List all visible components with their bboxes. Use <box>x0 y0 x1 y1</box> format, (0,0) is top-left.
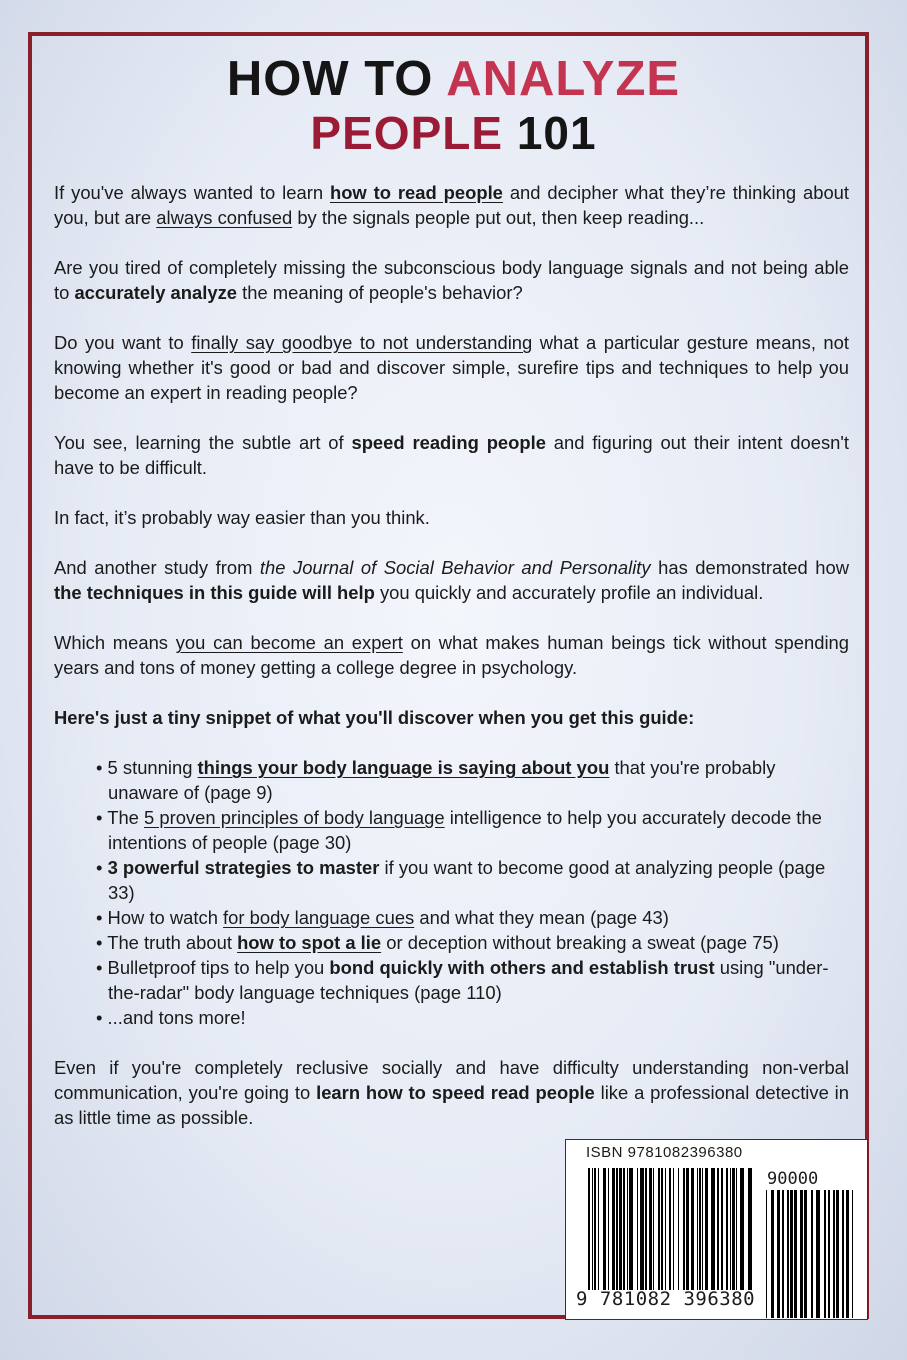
paragraph-subtle-art: You see, learning the subtle art of speed reading people and figuring out their intent doesn't have to be difficult. <box>54 432 849 478</box>
list-item: • The 5 proven principles of body language intelligence to help you accurately decode the intentions of people (page 30) <box>96 807 822 853</box>
discover-list <box>54 755 849 1030</box>
paragraph-closing: Even if you're completely reclusive socially and have difficulty understanding non-verbal communication, you're going to learn how to speed read people like a professional detective in as little time as possible. <box>54 1057 849 1128</box>
title-people: PEOPLE <box>310 107 504 159</box>
list-item: • The truth about how to spot a lie or deception without breaking a sweat (page 75) <box>96 932 779 953</box>
paragraph-snippet-heading: Here's just a tiny snippet of what you'll discover when you get this guide: <box>54 707 695 728</box>
isbn-label: ISBN 9781082396380 <box>586 1144 743 1161</box>
title-line-2 <box>0 106 907 160</box>
paragraph-expert: Which means you can become an expert on what makes human beings tick without spending years and tons of money getting a college degree in psychology. <box>54 632 849 678</box>
list-item: • ...and tons more! <box>96 1007 246 1028</box>
list-item: • How to watch for body language cues and what they mean (page 43) <box>96 907 669 928</box>
isbn-barcode <box>565 1139 868 1320</box>
barcode-digits: 9 781082 396380 <box>576 1288 756 1310</box>
price-code: 90000 <box>767 1169 819 1189</box>
paragraph-tired: Are you tired of completely missing the subconscious body language signals and not being able to accurately analyze the meaning of people's behavior? <box>54 257 849 303</box>
title-analyze: ANALYZE <box>446 52 681 106</box>
paragraph-easier: In fact, it’s probably way easier than you think. <box>54 507 430 528</box>
title-line-1 <box>0 52 907 106</box>
list-item: • Bulletproof tips to help you bond quickly with others and establish trust using "under-the-radar" body language techniques (page 110) <box>96 957 829 1003</box>
title-101: 101 <box>516 107 597 159</box>
paragraph-goodbye: Do you want to finally say goodbye to not understanding what a particular gesture means, not knowing whether it's good or bad and discover simple, surefire tips and techniques to help you become an expert in reading people? <box>54 332 849 403</box>
list-item: • 5 stunning things your body language is saying about you that you're probably unaware of (page 9) <box>96 757 776 803</box>
list-item: • 3 powerful strategies to master if you want to become good at analyzing people (page 33) <box>96 857 826 903</box>
paragraph-intro: If you've always wanted to learn how to read people and decipher what they’re thinking about you, but are always confused by the signals people put out, then keep reading... <box>54 182 850 228</box>
title-how-to: HOW TO <box>226 52 434 106</box>
barcode-main-bars <box>588 1168 758 1290</box>
back-cover-copy <box>54 180 849 1130</box>
paragraph-study: And another study from the Journal of Social Behavior and Personality has demonstrated how the techniques in this guide will help you quickly and accurately profile an individual. <box>54 557 849 603</box>
barcode-addon-bars <box>766 1190 854 1318</box>
